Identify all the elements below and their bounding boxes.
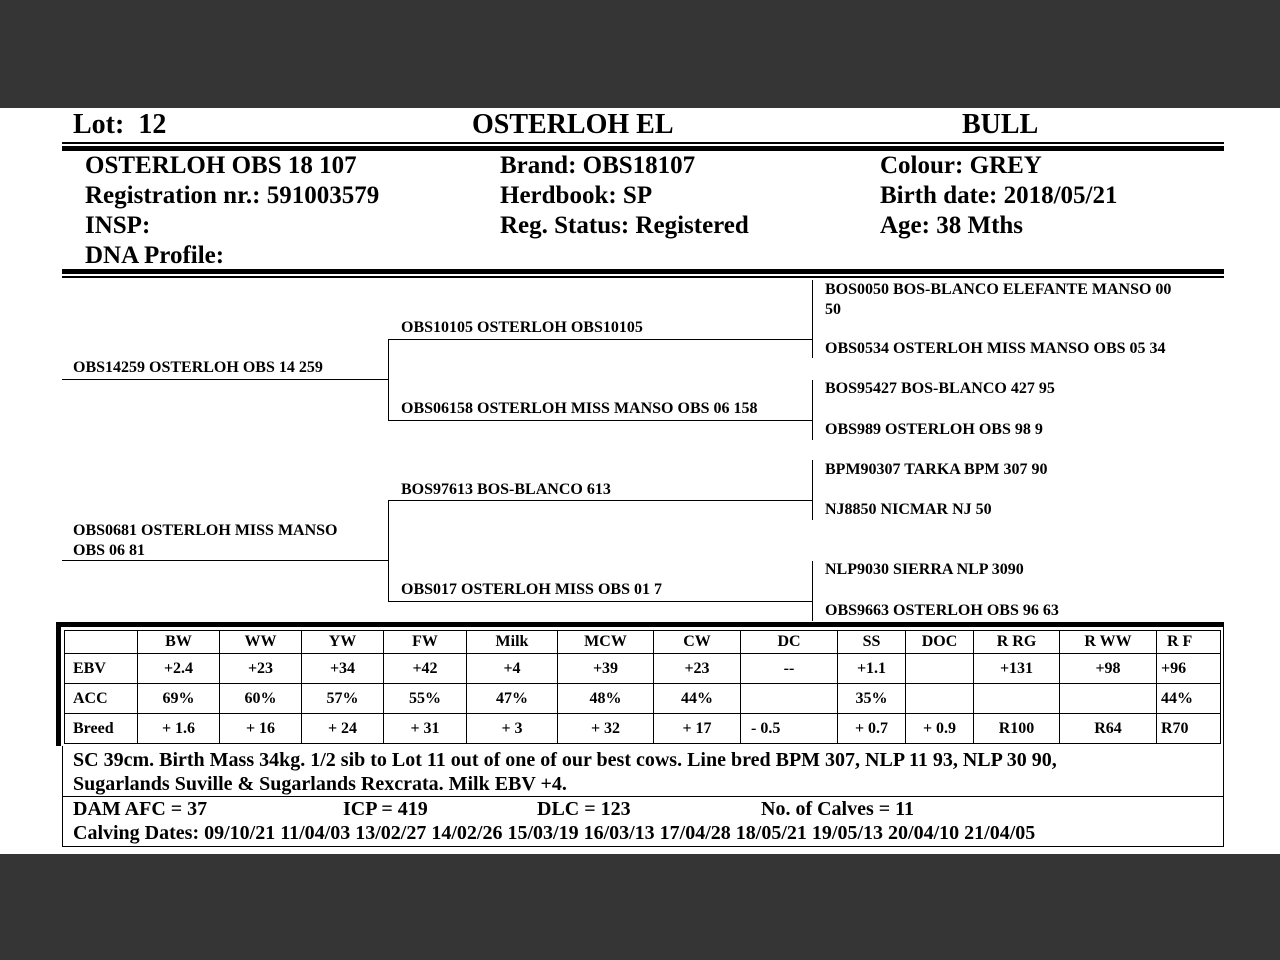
ebv-header-cell: R WW bbox=[1060, 631, 1157, 654]
info-rule-thick bbox=[62, 269, 1224, 274]
table-left-rule bbox=[56, 622, 61, 746]
notes-line-1: SC 39cm. Birth Mass 34kg. 1/2 sib to Lot 11 out of one of our best cows. Line bred BPM 307, NLP 11 93, NLP 30 90, bbox=[73, 749, 1057, 771]
ebv-cell: R70 bbox=[1157, 714, 1221, 744]
ebv-cell: +1.1 bbox=[838, 654, 906, 684]
dna-profile-label: DNA Profile: bbox=[85, 242, 225, 269]
ebv-cell: + 32 bbox=[558, 714, 654, 744]
ebv-cell: 44% bbox=[654, 684, 741, 714]
table-top-rule bbox=[56, 622, 1224, 627]
ebv-header-cell: CW bbox=[654, 631, 741, 654]
ebv-header-cell: R RG bbox=[974, 631, 1060, 654]
ebv-cell: + 17 bbox=[654, 714, 741, 744]
ebv-cell: + 0.9 bbox=[906, 714, 974, 744]
ggs-1-line-2: 50 bbox=[825, 301, 841, 318]
ebv-cell: 55% bbox=[384, 684, 467, 714]
sire: OBS14259 OSTERLOH OBS 14 259 bbox=[73, 359, 323, 376]
sire-dam: OBS06158 OSTERLOH MISS MANSO OBS 06 158 bbox=[401, 400, 758, 417]
dd-line bbox=[388, 601, 812, 602]
ss-bracket bbox=[812, 280, 813, 358]
animal-name: OSTERLOH OBS 18 107 bbox=[85, 152, 357, 179]
registration-status: Reg. Status: Registered bbox=[500, 212, 749, 239]
ebv-header-cell bbox=[65, 631, 138, 654]
dam-dlc: DLC = 123 bbox=[537, 798, 631, 820]
ebv-cell: R100 bbox=[974, 714, 1060, 744]
ebv-cell: +23 bbox=[220, 654, 302, 684]
header-rule-thin bbox=[62, 142, 1224, 144]
ebv-cell: +42 bbox=[384, 654, 467, 684]
herdbook: Herdbook: SP bbox=[500, 182, 653, 209]
ebv-table bbox=[64, 630, 1221, 744]
ebv-cell: + 16 bbox=[220, 714, 302, 744]
calving-dates: Calving Dates: 09/10/21 11/04/03 13/02/27 14/02/26 15/03/19 16/03/13 17/04/28 18/05/21 19/05/13 20/04/10 21/04/05 bbox=[73, 822, 1036, 844]
ebv-header-cell: DOC bbox=[906, 631, 974, 654]
ebv-cell: 48% bbox=[558, 684, 654, 714]
ss-line bbox=[388, 339, 812, 340]
ebv-cell: 69% bbox=[138, 684, 220, 714]
ggs-3: BOS95427 BOS-BLANCO 427 95 bbox=[825, 380, 1055, 397]
notes bbox=[73, 748, 1057, 796]
notes-divider bbox=[62, 796, 1224, 797]
ebv-header-cell: Milk bbox=[467, 631, 558, 654]
ebv-header-cell: WW bbox=[220, 631, 302, 654]
ebv-cell: 47% bbox=[467, 684, 558, 714]
ebv-cell: 44% bbox=[1157, 684, 1221, 714]
sire-sire: OBS10105 OSTERLOH OBS10105 bbox=[401, 319, 643, 336]
insp-label: INSP: bbox=[85, 212, 151, 239]
ebv-cell: +34 bbox=[302, 654, 384, 684]
ebv-cell: +131 bbox=[974, 654, 1060, 684]
age: Age: 38 Mths bbox=[880, 212, 1024, 239]
sire-bracket bbox=[388, 339, 389, 420]
ggs-4: OBS989 OSTERLOH OBS 98 9 bbox=[825, 421, 1043, 438]
ebv-cell: 57% bbox=[302, 684, 384, 714]
ggs-5: BPM90307 TARKA BPM 307 90 bbox=[825, 461, 1048, 478]
birth-date: Birth date: 2018/05/21 bbox=[880, 182, 1118, 209]
ebv-cell: + 3 bbox=[467, 714, 558, 744]
brand: Brand: OBS18107 bbox=[500, 152, 696, 179]
lot-label bbox=[73, 109, 166, 141]
sire-line bbox=[62, 379, 388, 380]
ebv-cell: +98 bbox=[1060, 654, 1157, 684]
ebv-cell bbox=[974, 684, 1060, 714]
bottom-right-border bbox=[1223, 627, 1224, 847]
ebv-cell: + 1.6 bbox=[138, 714, 220, 744]
ebv-cell: +2.4 bbox=[138, 654, 220, 684]
ebv-header-cell: R F bbox=[1157, 631, 1221, 654]
sd-line bbox=[388, 420, 812, 421]
dam-afc: DAM AFC = 37 bbox=[73, 798, 208, 820]
ggs-6: NJ8850 NICMAR NJ 50 bbox=[825, 501, 992, 518]
lot-number: 12 bbox=[138, 109, 167, 140]
registration-number: Registration nr.: 591003579 bbox=[85, 182, 380, 209]
ebv-row bbox=[65, 654, 1221, 684]
notes-line-2: Sugarlands Suville & Sugarlands Rexcrata. Milk EBV +4. bbox=[73, 773, 567, 795]
ebv-cell: +96 bbox=[1157, 654, 1221, 684]
dam-sire: BOS97613 BOS-BLANCO 613 bbox=[401, 481, 611, 498]
ebv-cell: + 0.7 bbox=[838, 714, 906, 744]
dam-dam: OBS017 OSTERLOH MISS OBS 01 7 bbox=[401, 581, 662, 598]
ebv-header-cell: DC bbox=[741, 631, 838, 654]
sex-label: BULL bbox=[962, 109, 1039, 140]
ds-bracket bbox=[812, 460, 813, 520]
ggs-7: NLP9030 SIERRA NLP 3090 bbox=[825, 561, 1024, 578]
ggs-2: OBS0534 OSTERLOH MISS MANSO OBS 05 34 bbox=[825, 340, 1166, 357]
ebv-cell bbox=[906, 684, 974, 714]
ebv-cell: + 31 bbox=[384, 714, 467, 744]
herd-name: OSTERLOH EL bbox=[472, 109, 674, 140]
ggs-1 bbox=[825, 280, 1171, 320]
sd-bracket bbox=[812, 380, 813, 440]
ebv-cell: R64 bbox=[1060, 714, 1157, 744]
bottom-left-border bbox=[62, 746, 63, 847]
ebv-header-cell: FW bbox=[384, 631, 467, 654]
ebv-cell bbox=[906, 654, 974, 684]
ebv-cell: 35% bbox=[838, 684, 906, 714]
ebv-row-label: ACC bbox=[65, 684, 138, 714]
ebv-header-cell: MCW bbox=[558, 631, 654, 654]
dam-calves: No. of Calves = 11 bbox=[761, 798, 915, 820]
ebv-cell: - 0.5 bbox=[741, 714, 838, 744]
ebv-header-cell: BW bbox=[138, 631, 220, 654]
dd-bracket bbox=[812, 561, 813, 621]
ds-line bbox=[388, 500, 812, 501]
dam-line-2: OBS 06 81 bbox=[73, 542, 146, 559]
ebv-cell bbox=[741, 684, 838, 714]
ebv-row-label: EBV bbox=[65, 654, 138, 684]
ebv-cell: 60% bbox=[220, 684, 302, 714]
dam-line bbox=[62, 560, 388, 561]
ggs-1-line-1: BOS0050 BOS-BLANCO ELEFANTE MANSO 00 bbox=[825, 281, 1172, 298]
ggs-8: OBS9663 OSTERLOH OBS 96 63 bbox=[825, 602, 1059, 619]
dam-line-1: OBS0681 OSTERLOH MISS MANSO bbox=[73, 522, 338, 539]
ebv-cell bbox=[1060, 684, 1157, 714]
ebv-header-cell: SS bbox=[838, 631, 906, 654]
dam-bracket bbox=[388, 500, 389, 601]
colour: Colour: GREY bbox=[880, 152, 1042, 179]
ebv-row-label: Breed bbox=[65, 714, 138, 744]
ebv-cell: +23 bbox=[654, 654, 741, 684]
breed-row bbox=[65, 714, 1221, 744]
ebv-cell: -- bbox=[741, 654, 838, 684]
ebv-header-row bbox=[65, 631, 1221, 654]
dam-icp: ICP = 419 bbox=[343, 798, 428, 820]
bottom-border bbox=[62, 846, 1224, 847]
ebv-header-cell: YW bbox=[302, 631, 384, 654]
ebv-cell: +4 bbox=[467, 654, 558, 684]
ebv-cell: + 24 bbox=[302, 714, 384, 744]
ebv-cell: +39 bbox=[558, 654, 654, 684]
pedigree-sheet bbox=[0, 108, 1280, 854]
info-rule-thin bbox=[62, 276, 1224, 278]
header-rule-thick bbox=[62, 146, 1224, 151]
acc-row bbox=[65, 684, 1221, 714]
dam bbox=[73, 521, 338, 561]
lot-label-text: Lot: bbox=[73, 109, 125, 140]
